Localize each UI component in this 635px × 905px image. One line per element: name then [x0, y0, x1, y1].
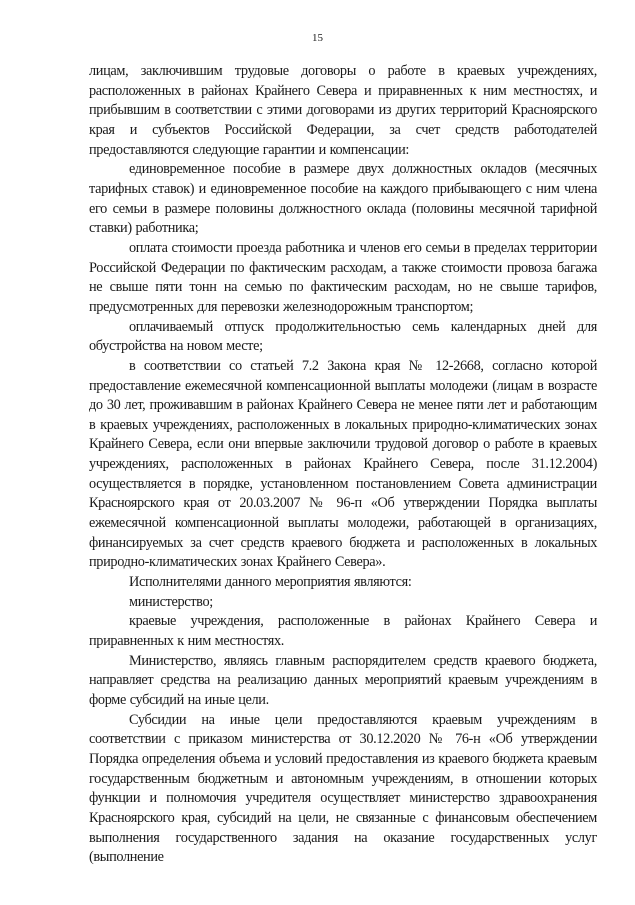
- paragraph: Министерство, являясь главным распорядителем средств краевого бюджета, направляет средства на реализацию данных мероприятий краевым учреждениям в форме субсидий на иные цели.: [89, 652, 597, 708]
- paragraph: оплата стоимости проезда работника и членов его семьи в пределах территории Российской Федерации по фактическим расходам, а также стоимости провоза багажа не свыше пяти тонн на семью по фактическим расходам, но не свыше тарифов, предусмотренных для перевозки железнодорожным транспортом;: [89, 239, 597, 315]
- paragraph: единовременное пособие в размере двух должностных окладов (месячных тарифных ставок) и единовременное пособие на каждого прибывающего с ним члена его семьи в размере половины должностного оклада (половины месячной тарифной ставки) работника;: [89, 161, 597, 237]
- paragraph: Субсидии на иные цели предоставляются краевым учреждениям в соответствии с приказом министерства от 30.12.2020 № 76-н «Об утверждении Порядка определения объема и условий предоставления из краевого бюджета краевым государственным бюджетным и автономным учреждениям, в отношении которых функции и полномочия учредителя осуществляет министерство здравоохранения Красноярского края, субсидий на цели, не связанные с финансовым обеспечением выполнения государственного задания на оказание государственных услуг (выполнение: [89, 711, 597, 866]
- paragraph: краевые учреждения, расположенные в районах Крайнего Севера и приравненных к ним местностях.: [89, 613, 597, 650]
- page-number: 15: [312, 32, 323, 44]
- paragraph: в соответствии со статьей 7.2 Закона края № 12-2668, согласно которой предоставление ежемесячной компенсационной выплаты молодежи (лицам в возрасте до 30 лет, проживавшим в районах Крайнего Севера не менее пяти лет и работающим в краевых учреждениях, расположенных в локальных природно-климатических зонах Крайнего Севера, если они впервые заключили трудовой договор о работе в краевых учреждениях, расположенных в районах Крайнего Севера, после 31.12.2004) осуществляется в порядке, установленном постановлением Совета администрации Красноярского края от 20.03.2007 № 96-п «Об утверждении Порядка выплаты ежемесячной компенсационной выплаты молодежи, работающей в организациях, финансируемых за счет средств краевого бюджета и расположенных в локальных природно-климатических зонах Крайнего Севера».: [89, 357, 597, 571]
- paragraph: министерство;: [129, 593, 213, 610]
- paragraph: Исполнителями данного мероприятия являются:: [129, 574, 412, 591]
- paragraph: оплачиваемый отпуск продолжительностью семь календарных дней для обустройства на новом месте;: [89, 318, 597, 355]
- paragraph: лицам, заключившим трудовые договоры о работе в краевых учреждениях, расположенных в районах Крайнего Севера и приравненных к ним местностях, и прибывшим в соответствии с этими договорами из других территорий Красноярского края и субъектов Российской Федерации, за счет средств работодателей предоставляются следующие гарантии и компенсации:: [89, 63, 597, 158]
- body-text: [89, 62, 597, 868]
